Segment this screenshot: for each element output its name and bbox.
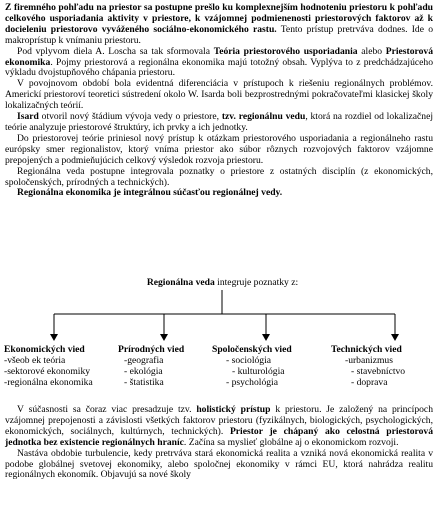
p8-bold-1: holistický prístup [196, 404, 271, 415]
column-heading: Spoločenských vied [212, 344, 292, 355]
top-text-block [5, 3, 433, 199]
paragraph-6 [5, 167, 433, 189]
p2-text-1: Pod vplyvom diela A. Loscha sa tak sformovala [17, 45, 214, 57]
p4-text-2: , ktorá na rozdiel od lokalizačnej teórie analyzuje priestorové štruktúry, ich prvky a ich jednotky. [5, 111, 434, 133]
column-natural-sciences [118, 345, 184, 389]
column-item: -regionálna ekonomika [4, 376, 93, 388]
diagram-title-rest: integruje poznatky z: [214, 277, 299, 288]
column-technical-sciences [331, 345, 405, 389]
arrow-head-2 [160, 334, 168, 341]
paragraph-8 [5, 405, 433, 449]
paragraph-5 [5, 134, 433, 167]
column-item: - kulturológia [232, 365, 285, 377]
column-item: -všeob ek teória [4, 354, 66, 366]
paragraph-4 [5, 112, 433, 134]
p8-text-1: V súčasnosti sa čoraz viac presadzuje tzv. [17, 404, 197, 415]
column-item: - doprava [351, 376, 388, 388]
column-item: - ekológia [124, 365, 163, 377]
arrow-head-4 [391, 334, 399, 341]
column-item: -sektorové ekonomiky [4, 365, 91, 377]
arrow-head-1 [50, 334, 58, 341]
paragraph-1 [5, 3, 433, 47]
column-economic-sciences [4, 345, 93, 389]
column-item: -geografia [124, 354, 164, 366]
column-item: -urbanizmus [345, 354, 393, 366]
column-item: - stavebníctvo [351, 365, 406, 377]
paragraph-9 [5, 449, 433, 482]
p8-text-3: . Začína sa myslieť globálne aj o ekonomickom rozvoji. [183, 436, 399, 448]
diagram-connector-lines [0, 290, 445, 350]
p7-bold: Regionálna ekonomika je integrálnou súčasťou regionálnej vedy. [17, 187, 283, 199]
paragraph-7 [5, 188, 433, 199]
p5-text: Do priestorovej teórie priniesol nový prístup k otázkam priestorového usporiadania a regionálneho rastu európsky smer regionalistov, ktorý vníma priestor ako súbor rôznych rozvojových faktorov vzájomne prepojených a podmieňujúcich celkový výsledok rozvoja priestoru. [5, 132, 433, 166]
paragraph-3 [5, 79, 433, 112]
column-heading: Ekonomických vied [4, 344, 85, 355]
p8-text-2: k priestoru. Je založený na princípoch vzájomnej prepojenosti a závislosti všetkých faktorov priestoru (fyzikálnych, biologických, psychologických, ekonomických, sociálnych, kultúrnych, technických). [5, 404, 433, 437]
diagram-columns [0, 345, 445, 391]
p2-text-2: alebo [357, 45, 386, 57]
p8-bold-2: Priestor je chápaný ako celostná priestorová jednotka bez existencie regionálnych hraníc [5, 425, 433, 448]
column-heading: Prírodných vied [118, 344, 185, 355]
column-item: - štatistika [124, 376, 164, 388]
p2-bold-2: Priestorová ekonomika [5, 45, 433, 68]
column-heading: Technických vied [331, 344, 402, 355]
column-item: - sociológia [226, 354, 272, 366]
p4-bold-2: tzv. regionálnu vedu [221, 111, 306, 123]
paragraph-2 [5, 47, 433, 80]
column-social-sciences [212, 345, 292, 389]
diagram-title [0, 278, 445, 289]
p4-bold-1: Isard [17, 111, 39, 123]
column-item: - psychológia [226, 376, 278, 388]
p4-text-1: otvoril nový štádium vývoja vedy o priestore, [38, 111, 222, 123]
p9-text: Nastáva obdobie turbulencie, kedy pretrváva stará ekonomická realita a vzniká nová ekonomická realita v podobe globálnej svetovej ekonomiky, alebo spoločnej ekonomiky v rámci EU, ktorá nahrádza realitu regionálnych ekonomík. Objavujú sa nové školy [5, 447, 433, 481]
bottom-text-block [5, 405, 433, 481]
p1-bold-text: Z firemného pohľadu na priestor sa postupne prešlo ku komplexnejším hodnoteniu priestoru k pohľadu celkového usporiadania aktivity v priestore, k vzájomnej podmienenosti priestorových faktorov až k docieleniu priestorovo vyváženého sociálno-ekonomického rastu. [5, 2, 433, 35]
arrow-head-3 [262, 334, 270, 341]
p2-bold-1: Teória priestorového usporiadania [213, 45, 358, 57]
p1-text: Tento prístup pretrváva dodnes. Ide o makroprístup k vnímaniu priestoru. [5, 23, 433, 46]
p6-text: Regionálna veda postupne integrovala poznatky o priestore z ostatných disciplín (z ekonomických, spoločenských, prírodných a technických). [5, 165, 433, 188]
diagram-title-bold: Regionálna veda [146, 277, 215, 288]
p3-text: V povojnovom období bola evidentná diferenciácia v prístupoch k riešeniu regionálnych problémov. Americkí priestoroví teoretici sústredení okolo W. Isarda boli bezprostrednými pokračovateľmi klasickej školy lokalizačných teórií. [5, 78, 433, 112]
p2-text-3: . Pojmy priestorová a regionálna ekonomika majú totožný obsah. Vyplýva to z predchádzajúceho výkladu dvojstupňového chápania priestoru. [5, 56, 433, 79]
